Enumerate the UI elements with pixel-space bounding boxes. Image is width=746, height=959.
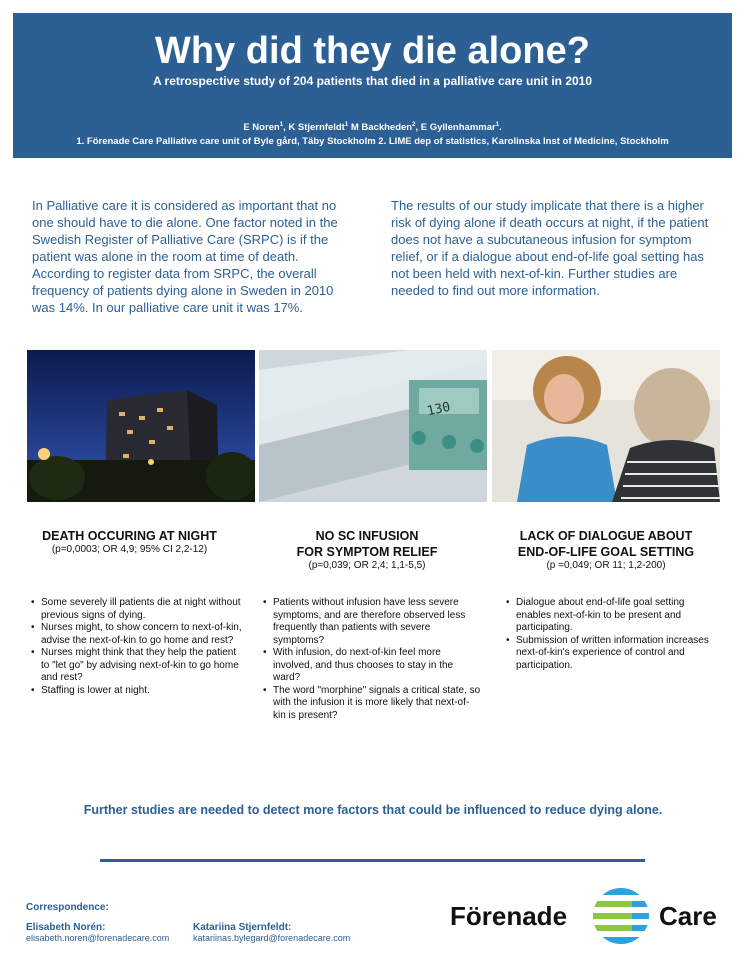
list-item: • Dialogue about end-of-life goal setting enables next-of-kin to be present and participating. [506,597,718,635]
intro-left-text: In Palliative care it is considered as important that no one should have to die alone. One factor noted in the Swedish Register of Palliative Care (SRPC) is if the patient was alone in the room at time of death. According to register data from SRPC, the overall frequency of patients dying alone in Sweden in 2010 was 14%. In our palliative care unit it was 17%. [32,198,338,315]
author-name: E Noren [243,122,280,133]
logo-text-right: Care [659,901,717,931]
pump-display-readout: 130 [425,399,452,420]
section-night [27,528,232,556]
section-night-bullets [31,597,243,697]
author-name: E Gyllenhammar [420,122,496,133]
section-stats: (p=0,0003; OR 4,9; 95% CI 2,2-12) [51,544,208,555]
contact-email[interactable]: elisabeth.noren@forenadecare.com [26,933,170,943]
list-item: • Nurses might, to show concern to next-of-kin, advise the next-of-kin to go home and rest? [31,622,243,647]
list-item: • Submission of written information increases next-of-kin's experience of control and participation. [506,635,718,673]
contact-name: Katariina Stjernfeldt: [193,922,292,933]
conclusion-text: Further studies are needed to detect more factors that could be influenced to reduce dying alone. [83,803,663,817]
list-item: • Staffing is lower at night. [31,685,243,698]
section-infusion-bullets [263,597,481,722]
forenade-care-logo [450,887,730,945]
contact-name: Elisabeth Norén: [26,922,106,933]
night-building-photo [27,350,255,502]
logo-mark-icon [590,887,652,945]
nurse-consultation-photo [492,350,720,502]
author-list: E Noren$^1$, K Stjernfeldt$^1$ M Backheden$^2$, E Gyllenhammar$^1$. [243,121,502,133]
poster-subtitle: A retrospective study of 204 patients that died in a palliative care unit in 2010 [152,74,593,88]
list-item: • With infusion, do next-of-kin feel more involved, and thus chooses to stay in the ward? [263,647,481,685]
correspondence-label: Correspondence: [26,902,109,913]
contact-email[interactable]: katariinas.bylegard@forenadecare.com [193,933,351,943]
divider [100,859,645,862]
syringe-pump-photo [259,350,487,502]
section-infusion [262,528,472,572]
header-banner [13,13,732,158]
list-item: • Some severely ill patients die at night without previous signs of dying. [31,597,243,622]
list-item: • The word "morphine" signals a critical state, so with the infusion it is more likely that next-of-kin is present? [263,685,481,723]
section-title: LACK OF DIALOGUE ABOUT [519,529,693,543]
author-name: K Stjernfeldt [288,122,345,133]
section-dialogue-bullets [506,597,718,672]
section-title: NO SC INFUSION [315,529,419,543]
logo-text-left: Förenade [450,901,568,931]
contact-noren [26,922,169,943]
section-stats: (p=0,039; OR 2,4; 1,1-5,5) [308,560,426,571]
section-stats: (p =0,049; OR 11; 1,2-200) [546,560,666,571]
section-dialogue [494,528,718,572]
section-title: DEATH OCCURING AT NIGHT [42,529,217,543]
list-item: • Patients without infusion have less severe symptoms, and are therefore observed less frequently than patients with severe symptoms? [263,597,481,647]
section-title: END-OF-LIFE GOAL SETTING [517,545,695,559]
affiliations: 1. Förenade Care Palliative care unit of Byle gård, Täby Stockholm 2. LIME dep of statistics, Karolinska Inst of Medicine, Stockholm [76,136,669,147]
contact-stjernfeldt [193,922,350,943]
author-name: M Backheden [350,122,413,133]
list-item: • Nurses might think that they help the patient to "let go" by advising next-of-kin to go home and rest? [31,647,243,685]
intro-right-text: The results of our study implicate that there is a higher risk of dying alone if death occurs at night, if the patient does not have a subcutaneous infusion for symptom relief, or if a dialogue about end-of-life goal setting has not been held with next-of-kin. Further studies are needed to find out more information. [391,198,709,298]
section-title: FOR SYMPTOM RELIEF [296,545,438,559]
poster-title: Why did they die alone? [155,30,590,72]
